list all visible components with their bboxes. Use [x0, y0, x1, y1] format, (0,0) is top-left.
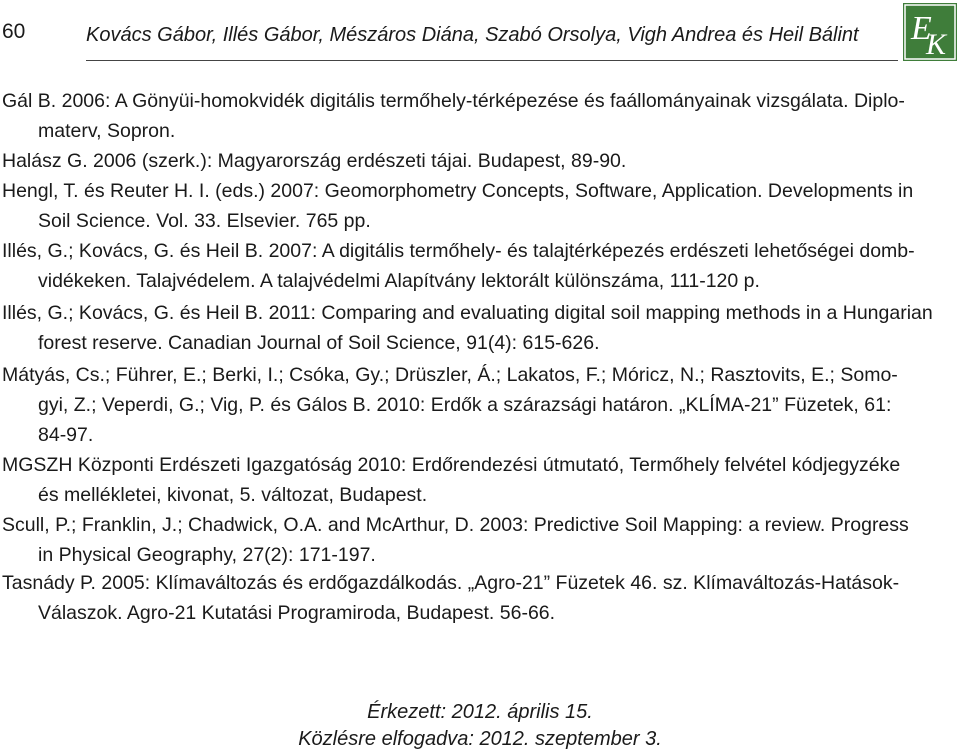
reference-item: Scull, P.; Franklin, J.; Chadwick, O.A. and McArthur, D. 2003: Predictive Soil Mapping: a review. Progress in Physical Geography, 27(2): 171-197. — [2, 514, 909, 566]
accepted-date: Közlésre elfogadva: 2012. szeptember 3. — [298, 728, 662, 750]
reference-item: Mátyás, Cs.; Führer, E.; Berki, I.; Csóka, Gy.; Drüszler, Á.; Lakatos, F.; Móricz, N.; Rasztovits, E.; Somo- gyi, Z.; Veperdi, G.; Vig, P. és Gálos B. 2010: Erdők a szárazsági határon. „KLÍMA-21” Füzetek, 61: 84-97. — [2, 364, 898, 446]
reference-item: Illés, G.; Kovács, G. és Heil B. 2011: Comparing and evaluating digital soil mapping methods in a Hungarian forest reserve. Canadian Journal of Soil Science, 91(4): 615-626. — [2, 302, 933, 354]
page-header — [0, 0, 960, 64]
page-number: 60 — [2, 20, 26, 43]
received-date: Érkezett: 2012. április 15. — [367, 701, 593, 723]
journal-logo-icon — [903, 3, 957, 61]
reference-item: MGSZH Központi Erdészeti Igazgatóság 2010: Erdőrendezési útmutató, Termőhely felvétel kódjegyzéke és mellékletei, kivonat, 5. változat, Budapest. — [2, 454, 901, 506]
reference-item: Gál B. 2006: A Gönyüi-homokvidék digitális termőhely-térképezése és faállományainak vizsgálata. Diplo- materv, Sopron. — [2, 90, 905, 142]
svg-text:K: K — [926, 28, 947, 61]
running-head-authors: Kovács Gábor, Illés Gábor, Mészáros Diána, Szabó Orsolya, Vigh Andrea és Heil Bálint — [86, 24, 859, 46]
header-rule — [86, 60, 898, 61]
reference-item: Hengl, T. és Reuter H. I. (eds.) 2007: Geomorphometry Concepts, Software, Application. Developments in Soil Science. Vol. 33. Elsevier. 765 pp. — [2, 180, 914, 232]
reference-item: Halász G. 2006 (szerk.): Magyarország erdészeti tájai. Budapest, 89-90. — [2, 150, 627, 172]
svg-text:E: E — [911, 10, 932, 47]
reference-item: Illés, G.; Kovács, G. és Heil B. 2007: A digitális termőhely- és talajtérképezés erdészeti lehetőségei domb- vidékeken. Talajvédelem. A talajvédelmi Alapítvány lektorált különszáma, 111-120 p. — [2, 240, 915, 292]
reference-item: Tasnády P. 2005: Klímaváltozás és erdőgazdálkodás. „Agro-21” Füzetek 46. sz. Klímaváltozás-Hatások- Válaszok. Agro-21 Kutatási Programiroda, Budapest. 56-66. — [2, 572, 900, 624]
